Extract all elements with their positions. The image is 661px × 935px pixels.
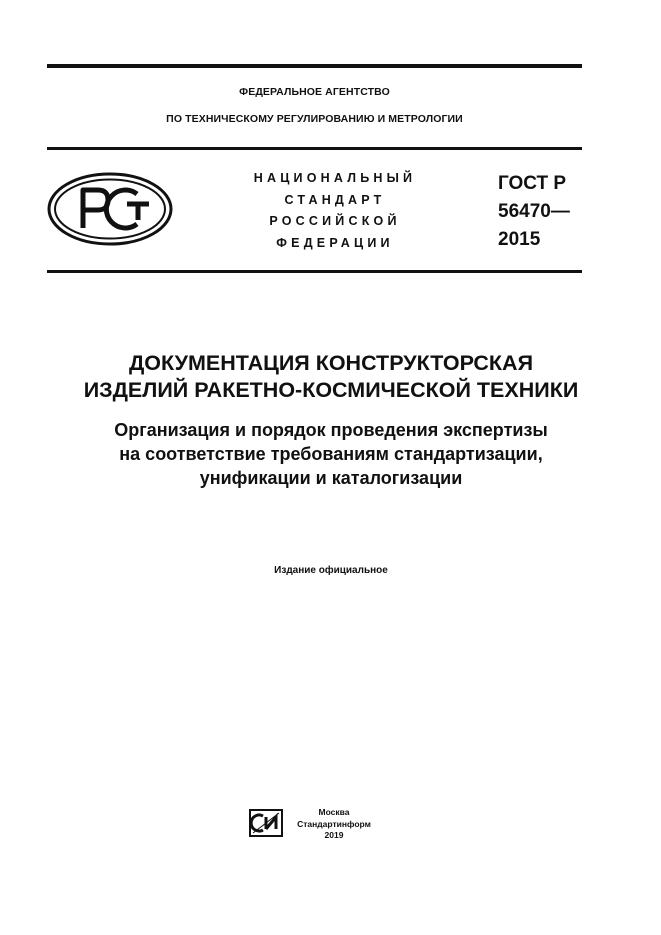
national-standard-label bbox=[220, 168, 450, 254]
standard-block-rule bbox=[47, 270, 582, 273]
publisher-name: Стандартинформ bbox=[297, 818, 371, 829]
national-line-3: РОССИЙСКОЙ bbox=[269, 214, 401, 228]
gost-line-1: ГОСТ Р bbox=[498, 173, 567, 194]
national-line-1: НАЦИОНАЛЬНЫЙ bbox=[253, 171, 417, 185]
gost-line-2: 56470— bbox=[498, 201, 570, 222]
rst-conformity-mark-icon bbox=[47, 172, 173, 246]
title-line-1: ДОКУМЕНТАЦИЯ КОНСТРУКТОРСКАЯ bbox=[128, 351, 534, 375]
subtitle-line-3: унификации и каталогизации bbox=[199, 468, 463, 488]
gost-designation bbox=[498, 170, 570, 254]
standartinform-logo-icon bbox=[249, 809, 283, 837]
national-line-2: СТАНДАРТ bbox=[284, 192, 386, 207]
edition-label: Издание официальное bbox=[274, 565, 388, 576]
publisher-city: Москва bbox=[318, 807, 350, 817]
subtitle-line-1: Организация и порядок проведения экспертизы bbox=[114, 420, 548, 440]
subtitle-line-2: на соответствие требованиям стандартизации, bbox=[119, 444, 543, 464]
document-title bbox=[47, 350, 615, 404]
national-line-4: ФЕДЕРАЦИИ bbox=[276, 235, 394, 250]
publication-year: 2019 bbox=[324, 830, 344, 840]
title-line-2: ИЗДЕЛИЙ РАКЕТНО-КОСМИЧЕСКОЙ ТЕХНИКИ bbox=[83, 378, 579, 402]
agency-line-2: ПО ТЕХНИЧЕСКОМУ РЕГУЛИРОВАНИЮ И МЕТРОЛОГИИ bbox=[166, 113, 463, 125]
document-subtitle bbox=[47, 418, 615, 490]
agency-line-1: ФЕДЕРАЛЬНОЕ АГЕНТСТВО bbox=[239, 86, 390, 98]
gost-line-3: 2015 bbox=[498, 229, 541, 250]
header-rule bbox=[47, 147, 582, 150]
top-rule bbox=[47, 64, 582, 68]
publisher-block bbox=[292, 807, 376, 842]
